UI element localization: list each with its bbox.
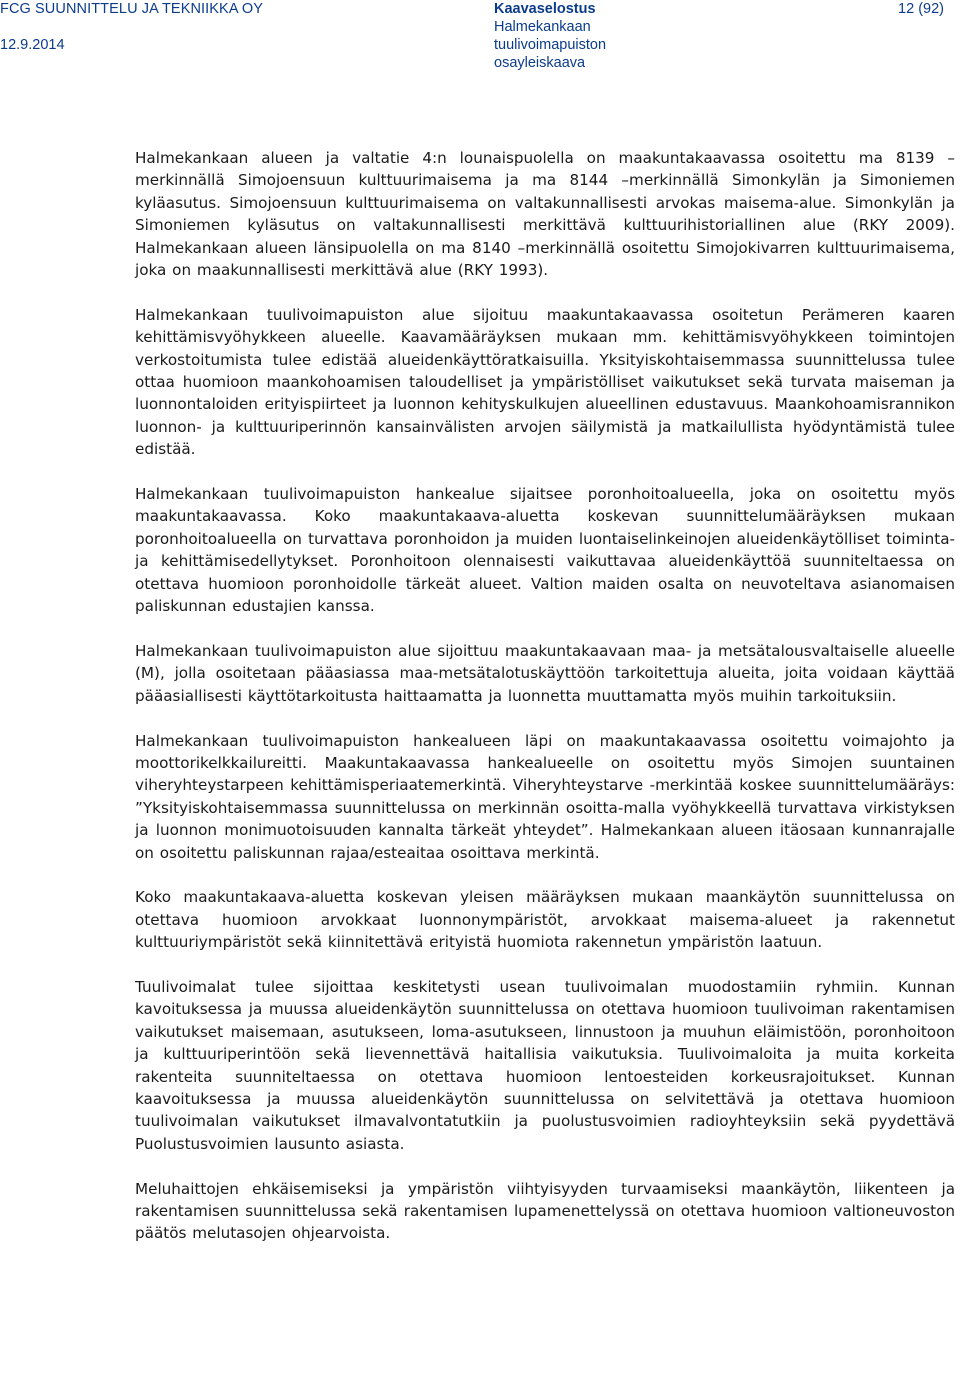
page-number: 12 (92) — [898, 1, 944, 17]
paragraph-2: Halmekankaan tuulivoimapuiston alue sijoituu maakuntakaavassa osoitetun Perämeren kaaren kehittämisvyöhykkeen alueelle. Kaavamääräyksen mukaan mm. kehittämisvyöhykkeen toimintojen verkostoitumista tulee edistää alueidenkäyttöratkaisuilla. Yksityiskohtaisemmassa suunnittelussa tulee ottaa huomioon maankohoamisen taloudelliset ja ympäristölliset vaikutukset sekä turvata maiseman ja luonnontaloiden erityispiirteet ja luonnon kehityskulkujen alueellinen edustavuus. Maankohoamisrannikon luonnon- ja kulttuuriperinnön kansainvälisten arvojen säilymistä ja matkailullista hyödyntämistä tulee edistää. — [135, 305, 955, 459]
header-document-info — [494, 0, 744, 72]
paragraph-4: Halmekankaan tuulivoimapuiston alue sijoittuu maakuntakaavaan maa- ja metsätalousvaltaiselle alueelle (M), jolla osoitetaan pääasiassa maa-metsätalotuskäyttöön tarkoitettuja alueita, joita voidaan käyttää pääasiallisesti käyttötarkoitusta haittaamatta ja luonnetta muuttamatta myös muihin tarkoituksiin. — [135, 641, 955, 705]
document-title-line-1: Halmekankaan — [494, 19, 591, 35]
document-type: Kaavaselostus — [494, 1, 596, 17]
document-date: 12.9.2014 — [0, 37, 65, 53]
company-name: FCG SUUNNITTELU JA TEKNIIKKA OY — [0, 1, 264, 17]
paragraph-5: Halmekankaan tuulivoimapuiston hankealueen läpi on maakuntakaavassa osoitettu voimajohto ja moottorikelkkailureitti. Maakuntakaavassa hankealueelle on osoitettu myös Simojen suuntainen viheryhteystarpeen kehittämisperiaatemerkintä. Viheryhteystarve -merkintää koskee suunnittelumääräys: ”Yksityiskohtaisemmassa suunnittelussa on merkinnän osoitta-malla vyöhykkeellä turvattava virkistyksen ja luonnon monimuotoisuuden kannalta tärkeät yhteydet”. Halmekankaan alueen itäosaan kunnanrajalle on osoitettu paliskunnan rajaa/esteaitaa osoittava merkintä. — [135, 731, 955, 862]
paragraph-7: Tuulivoimalat tulee sijoittaa keskitetysti usean tuulivoimalan muodostamiin ryhmiin. Kunnan kavoituksessa ja muussa alueidenkäytön suunnittelussa on otettava huomioon tuulivoiman rakentamisen vaikutukset maisemaan, asutukseen, loma-asutukseen, linnustoon ja muuhun eläimistöön, poronhoitoon ja kulttuuriperintöön sekä lievennettävä haitallisia vaikutuksia. Tuulivoimaloita ja muita korkeita rakenteita suunniteltaessa on otettava huomioon lentoesteiden korkeusrajoitukset. Kunnan kaavoituksessa ja muussa alueidenkäytön suunnittelussa on selvitettävä ja otettava huomioon tuulivoimalan vaikutukset ilmavalvontatutkiin ja puolustusvoimien radioyhteyksiin sekä pyydettävä Puolustusvoimien lausunto asiasta. — [135, 977, 955, 1153]
paragraph-6: Koko maakuntakaava-aluetta koskevan yleisen määräyksen mukaan maankäytön suunnittelussa on otettava huomioon arvokkaat luonnonympäristöt, arvokkaat maisema-alueet ja rakennetut kulttuuriympäristöt sekä kiinnitettävä erityistä huomiota rakennetun ympäristön laatuun. — [135, 888, 955, 952]
document-title-line-3: osayleiskaava — [494, 55, 586, 71]
paragraph-8: Meluhaittojen ehkäisemiseksi ja ympäristön viihtyisyyden turvaamiseksi maankäytön, liikenteen ja rakentamisen suunnittelussa sekä rakentamisen lupamenettelyssä on otettava huomioon valtioneuvoston päätös melutasojen ohjearvoista. — [135, 1179, 955, 1243]
document-title-line-2: tuulivoimapuiston — [494, 37, 607, 53]
paragraph-1: Halmekankaan alueen ja valtatie 4:n lounaispuolella on maakuntakaavassa osoitettu ma 8139 –merkinnällä Simojoensuun kulttuurimaisema ja ma 8144 –merkinnällä Simonkylän ja Simoniemen kyläasutus. Simojoensuun kulttuurimaisema on valtakunnallisesti arvokas maisema-alue. Simonkylän ja Simoniemen kyläsutus on valtakunnallisesti merkittävä kulttuurihistoriallinen alue (RKY 2009). Halmekankaan alueen länsipuolella on ma 8140 –merkinnällä osoitettu Simojokivarren kulttuurimaisema, joka on maakunnallisesti merkittävä alue (RKY 1993). — [135, 149, 955, 280]
page-header — [0, 0, 960, 80]
paragraph-3: Halmekankaan tuulivoimapuiston hankealue sijaitsee poronhoitoalueella, joka on osoitettu myös maakuntakaavassa. Koko maakuntakaava-aluetta koskevan suunnittelumääräyksen mukaan poronhoitoalueella on turvattava poronhoidon ja muiden luontaiselinkeinojen alueidenkäytölliset toiminta- ja kehittämisedellytykset. Poronhoitoon olennaisesti vaikuttavaa alueidenkäyttöä suunniteltaessa on otettava huomioon poronhoidolle tärkeät alueet. Valtion maiden osalta on neuvoteltava asianomaisen paliskunnan edustajien kanssa. — [135, 485, 955, 616]
document-body — [135, 147, 955, 1245]
header-left — [0, 0, 480, 54]
